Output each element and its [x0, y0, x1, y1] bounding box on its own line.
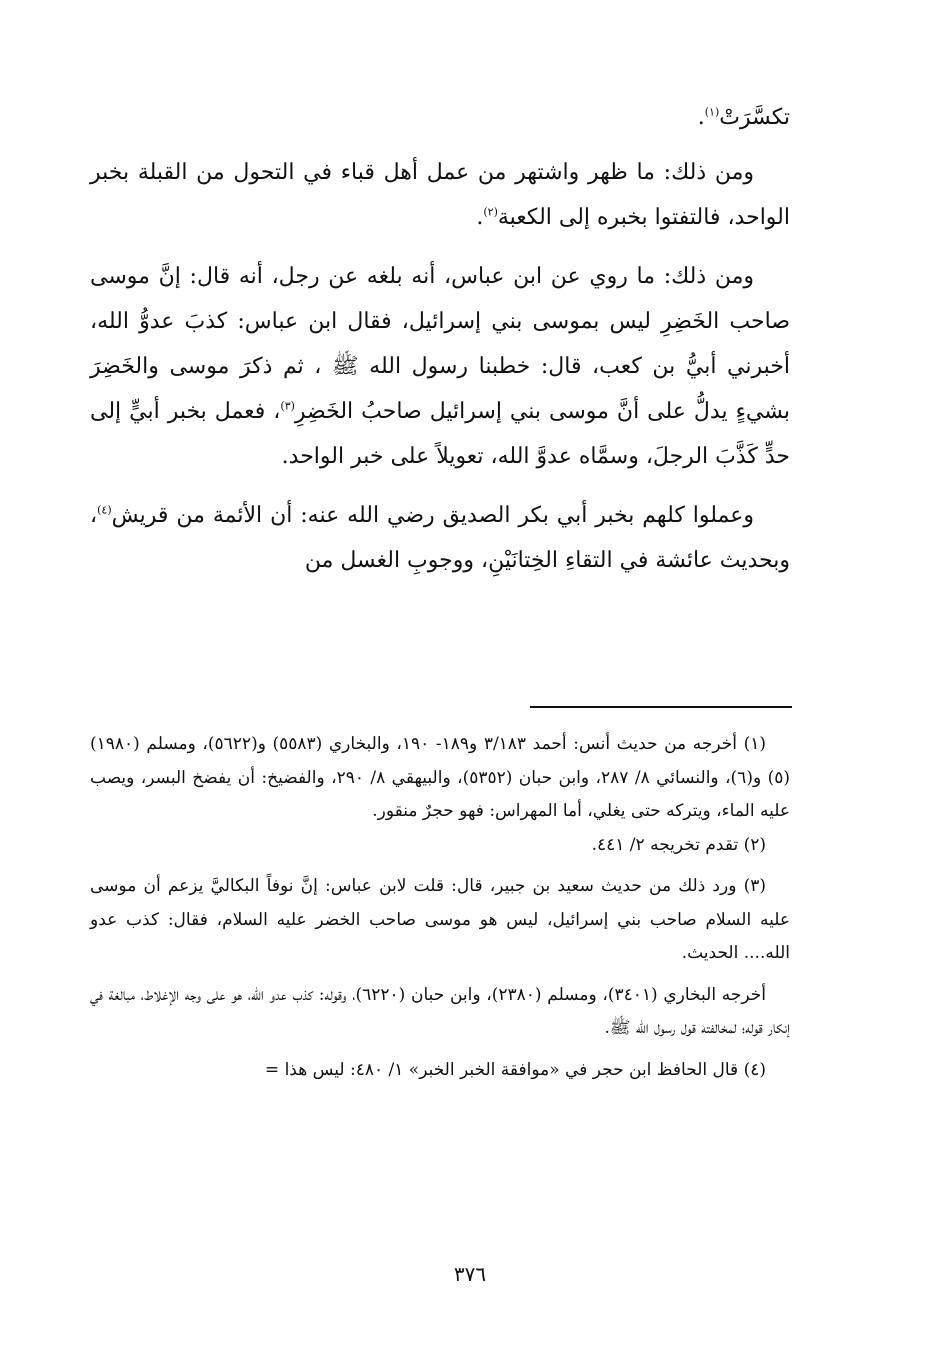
footnote-2: (٢) تقدم تخريجه ٢/ ٤٤١.: [591, 834, 766, 855]
paragraph-text: ومن ذلك: ما ظهر واشتهر من عمل أهل قباء في التحول من القبلة بخبر الواحد، فالتفتوا بخبره إلى الكعبة: [90, 160, 790, 230]
paragraph-fragment: [90, 95, 790, 140]
paragraph-text: وعملوا كلهم بخبر أبي بكر الصديق رضي الله عنه: أن الأئمة من قريش: [111, 503, 754, 528]
footnote-4: (٤) قال الحافظ ابن حجر في «موافقة الخبر الخبر» ١/ ٤٨٠: ليس هذا =: [264, 1059, 766, 1080]
paragraph-tail: ، فعمل بخبر أبيٍّ إلى حدٍّ كَذَّبَ الرجلَ، وسمَّاه عدوَّ الله، تعويلاً على خبر الواحد.: [90, 399, 790, 469]
footnote-3: (٣) ورد ذلك من حديث سعيد بن جبير، قال: قلت لابن عباس: إنَّ نوفاً البكاليَّ يزعم أن موسى عليه السلام صاحب بني إسرائيل، ليس هو موسى صاحب الخضر عليه السلام، فقال: كذب عدو الله.... الحديث.: [90, 876, 790, 963]
footnote-3-continued: أخرجه البخاري (٣٤٠١)، ومسلم (٢٣٨٠)، وابن حبان (٦٢٢٠)، وقوله: كذب عدو الله، هو على وجه الإغلاط، مبالغة في إنكار قوله؛ لمخالفته قول رسول الله ﷺ.: [90, 984, 790, 1038]
footnote-marker: (٤): [97, 503, 112, 517]
page-number: ٣٧٦: [453, 1262, 487, 1286]
paragraph-text: تكسَّرَتْ: [719, 105, 790, 130]
footnote-marker: (٣): [280, 399, 295, 413]
paragraph-text: ومن ذلك: ما روي عن ابن عباس، أنه بلغه عن رجل، أنه قال: إنَّ موسى صاحب الخَضِرِ ليس بموسى بني إسرائيل، فقال ابن عباس: كذبَ عدوُّ الله، أخبرني أبيُّ بن كعب، قال: خطبنا رسول الله ﷺ ، ثم ذكرَ موسى والخَضِرَ بشيءٍ يدلُّ على أنَّ موسى بني إسرائيل صاحبُ الخَضِرِ: [90, 264, 790, 424]
paragraph: [90, 493, 790, 583]
paragraph-tail: .: [476, 205, 484, 230]
footnotes: [90, 728, 790, 1087]
footnote-1: (١) أخرجه من حديث أنس: أحمد ٣/١٨٣ و١٨٩- ١٩٠، والبخاري (٥٥٨٣) و(٥٦٢٢)، ومسلم (١٩٨٠) (٥) و(٦)، والنسائي ٨/ ٢٨٧، وابن حبان (٥٣٥٢)، والبيهقي ٨/ ٢٩٠، والفضيخ: أن يفضخ البسر، ويصب عليه الماء، ويتركه حتى يغلي، أما المهراس: فهو حجرٌ منقور.: [90, 734, 790, 821]
paragraph: [90, 254, 790, 479]
footnote-marker: (١): [704, 105, 720, 119]
paragraph-tail: .: [697, 105, 705, 130]
main-text: [90, 95, 790, 583]
paragraph-tail: ، وبحديث عائشة في التقاءِ الخِتانَيْنِ، ووجوبِ الغسل من: [90, 503, 790, 573]
footnote-separator: [530, 706, 792, 708]
footnote-marker: (٢): [483, 205, 498, 219]
paragraph: [90, 150, 790, 240]
